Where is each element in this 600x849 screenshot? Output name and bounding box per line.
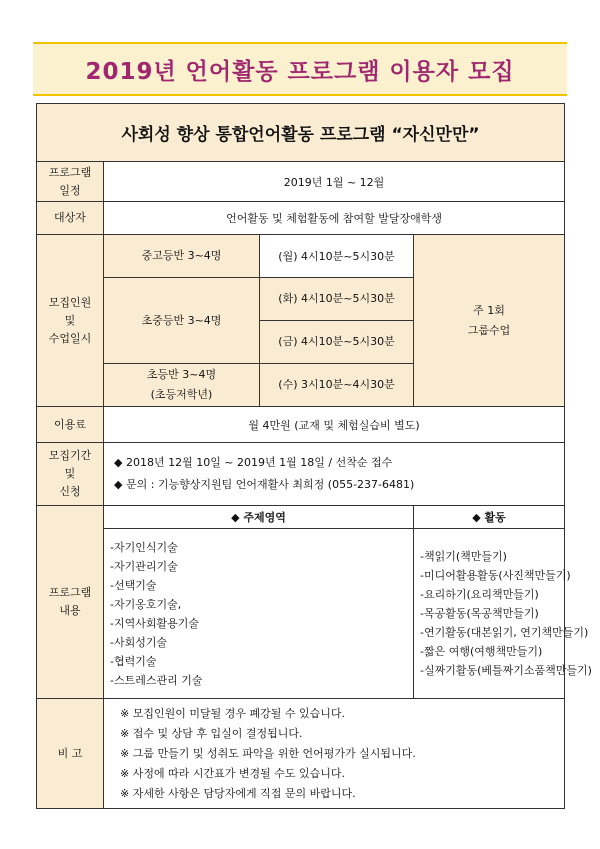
- recruit-group-3: 초등반 3~4명 (초등저학년): [104, 364, 260, 407]
- program-info-table: [36, 103, 592, 809]
- remark-line: ※ 모집인원이 미달될 경우 폐강될 수 있습니다.: [120, 706, 345, 720]
- recruit-group-2: 초중등반 3~4명: [104, 278, 260, 364]
- remark-line: ※ 사정에 따라 시간표가 변경될 수도 있습니다.: [120, 766, 345, 780]
- remark-line: ※ 자세한 사항은 담당자에게 직접 문의 바랍니다.: [120, 786, 356, 800]
- list-item: -연기활동(대본읽기, 연기책만들기): [420, 626, 589, 639]
- recruit-group-1: 중고등반 3~4명: [104, 235, 260, 278]
- list-item: -사회성기술: [110, 635, 168, 649]
- remark-line: ※ 그룹 만들기 및 성취도 파악을 위한 언어평가가 실시됩니다.: [120, 746, 416, 760]
- list-item: -짧은 여행(여행책만들기): [420, 645, 543, 658]
- fee-label: 이용료: [37, 407, 104, 443]
- list-item: -자기인식기술: [110, 540, 178, 554]
- list-item: -스트레스관리 기술: [110, 673, 203, 687]
- recruit-time-1: (월) 4시10분~5시30분: [260, 235, 414, 278]
- content-topic-header: ◆ 주제영역: [104, 506, 414, 529]
- target-value: 언어활동 및 체험활동에 참여할 발달장애학생: [104, 202, 565, 235]
- schedule-label: 프로그램 일정: [37, 162, 104, 202]
- list-item: -자기관리기술: [110, 559, 178, 573]
- recruit-time-2a: (화) 4시10분~5시30분: [260, 278, 414, 321]
- content-activity-header: ◆ 활동: [414, 506, 565, 529]
- page-banner: [33, 42, 567, 96]
- recruit-frequency: 주 1회 그룹수업: [414, 235, 565, 407]
- apply-details: [104, 443, 565, 506]
- list-item: -요리하기(요리책만들기): [420, 588, 539, 601]
- recruit-time-3: (수) 3시10분~4시30분: [260, 364, 414, 407]
- recruit-time-2b: (금) 4시10분~5시30분: [260, 321, 414, 364]
- list-item: -책읽기(책만들기): [420, 550, 507, 563]
- list-item: -지역사회활용기술: [110, 616, 199, 630]
- apply-period: ◆ 2018년 12월 10일 ~ 2019년 1월 18일 / 선착순 접수: [114, 456, 393, 469]
- list-item: -자기옹호기술,: [110, 597, 182, 611]
- list-item: -선택기술: [110, 578, 157, 592]
- list-item: -목공활동(목공책만들기): [420, 607, 539, 620]
- remark-line: ※ 접수 및 상담 후 입실이 결정됩니다.: [120, 726, 303, 740]
- apply-label: 모집기간 및 신청: [37, 443, 104, 506]
- apply-contact: ◆ 문의 : 기능향상지원팀 언어재활사 최희정 (055-237-6481): [114, 478, 415, 491]
- list-item: -실짜기활동(베틀짜기소품책만들기): [420, 664, 592, 677]
- recruit-label: 모집인원 및 수업일시: [37, 235, 104, 407]
- target-label: 대상자: [37, 202, 104, 235]
- program-title: 사회성 향상 통합언어활동 프로그램 “자신만만”: [37, 104, 565, 162]
- list-item: -미디어활용활동(사진책만들기): [420, 569, 571, 582]
- remarks-list: [104, 699, 565, 809]
- list-item: -협력기술: [110, 654, 157, 668]
- banner-title: 2019년 언어활동 프로그램 이용자 모집: [85, 58, 515, 85]
- content-label: 프로그램 내용: [37, 506, 104, 699]
- content-topic-list: [104, 529, 414, 699]
- schedule-value: 2019년 1월 ~ 12월: [104, 162, 565, 202]
- content-activity-list: [414, 529, 592, 699]
- remarks-label: 비 고: [37, 699, 104, 809]
- fee-value: 월 4만원 (교재 및 체험실습비 별도): [104, 407, 565, 443]
